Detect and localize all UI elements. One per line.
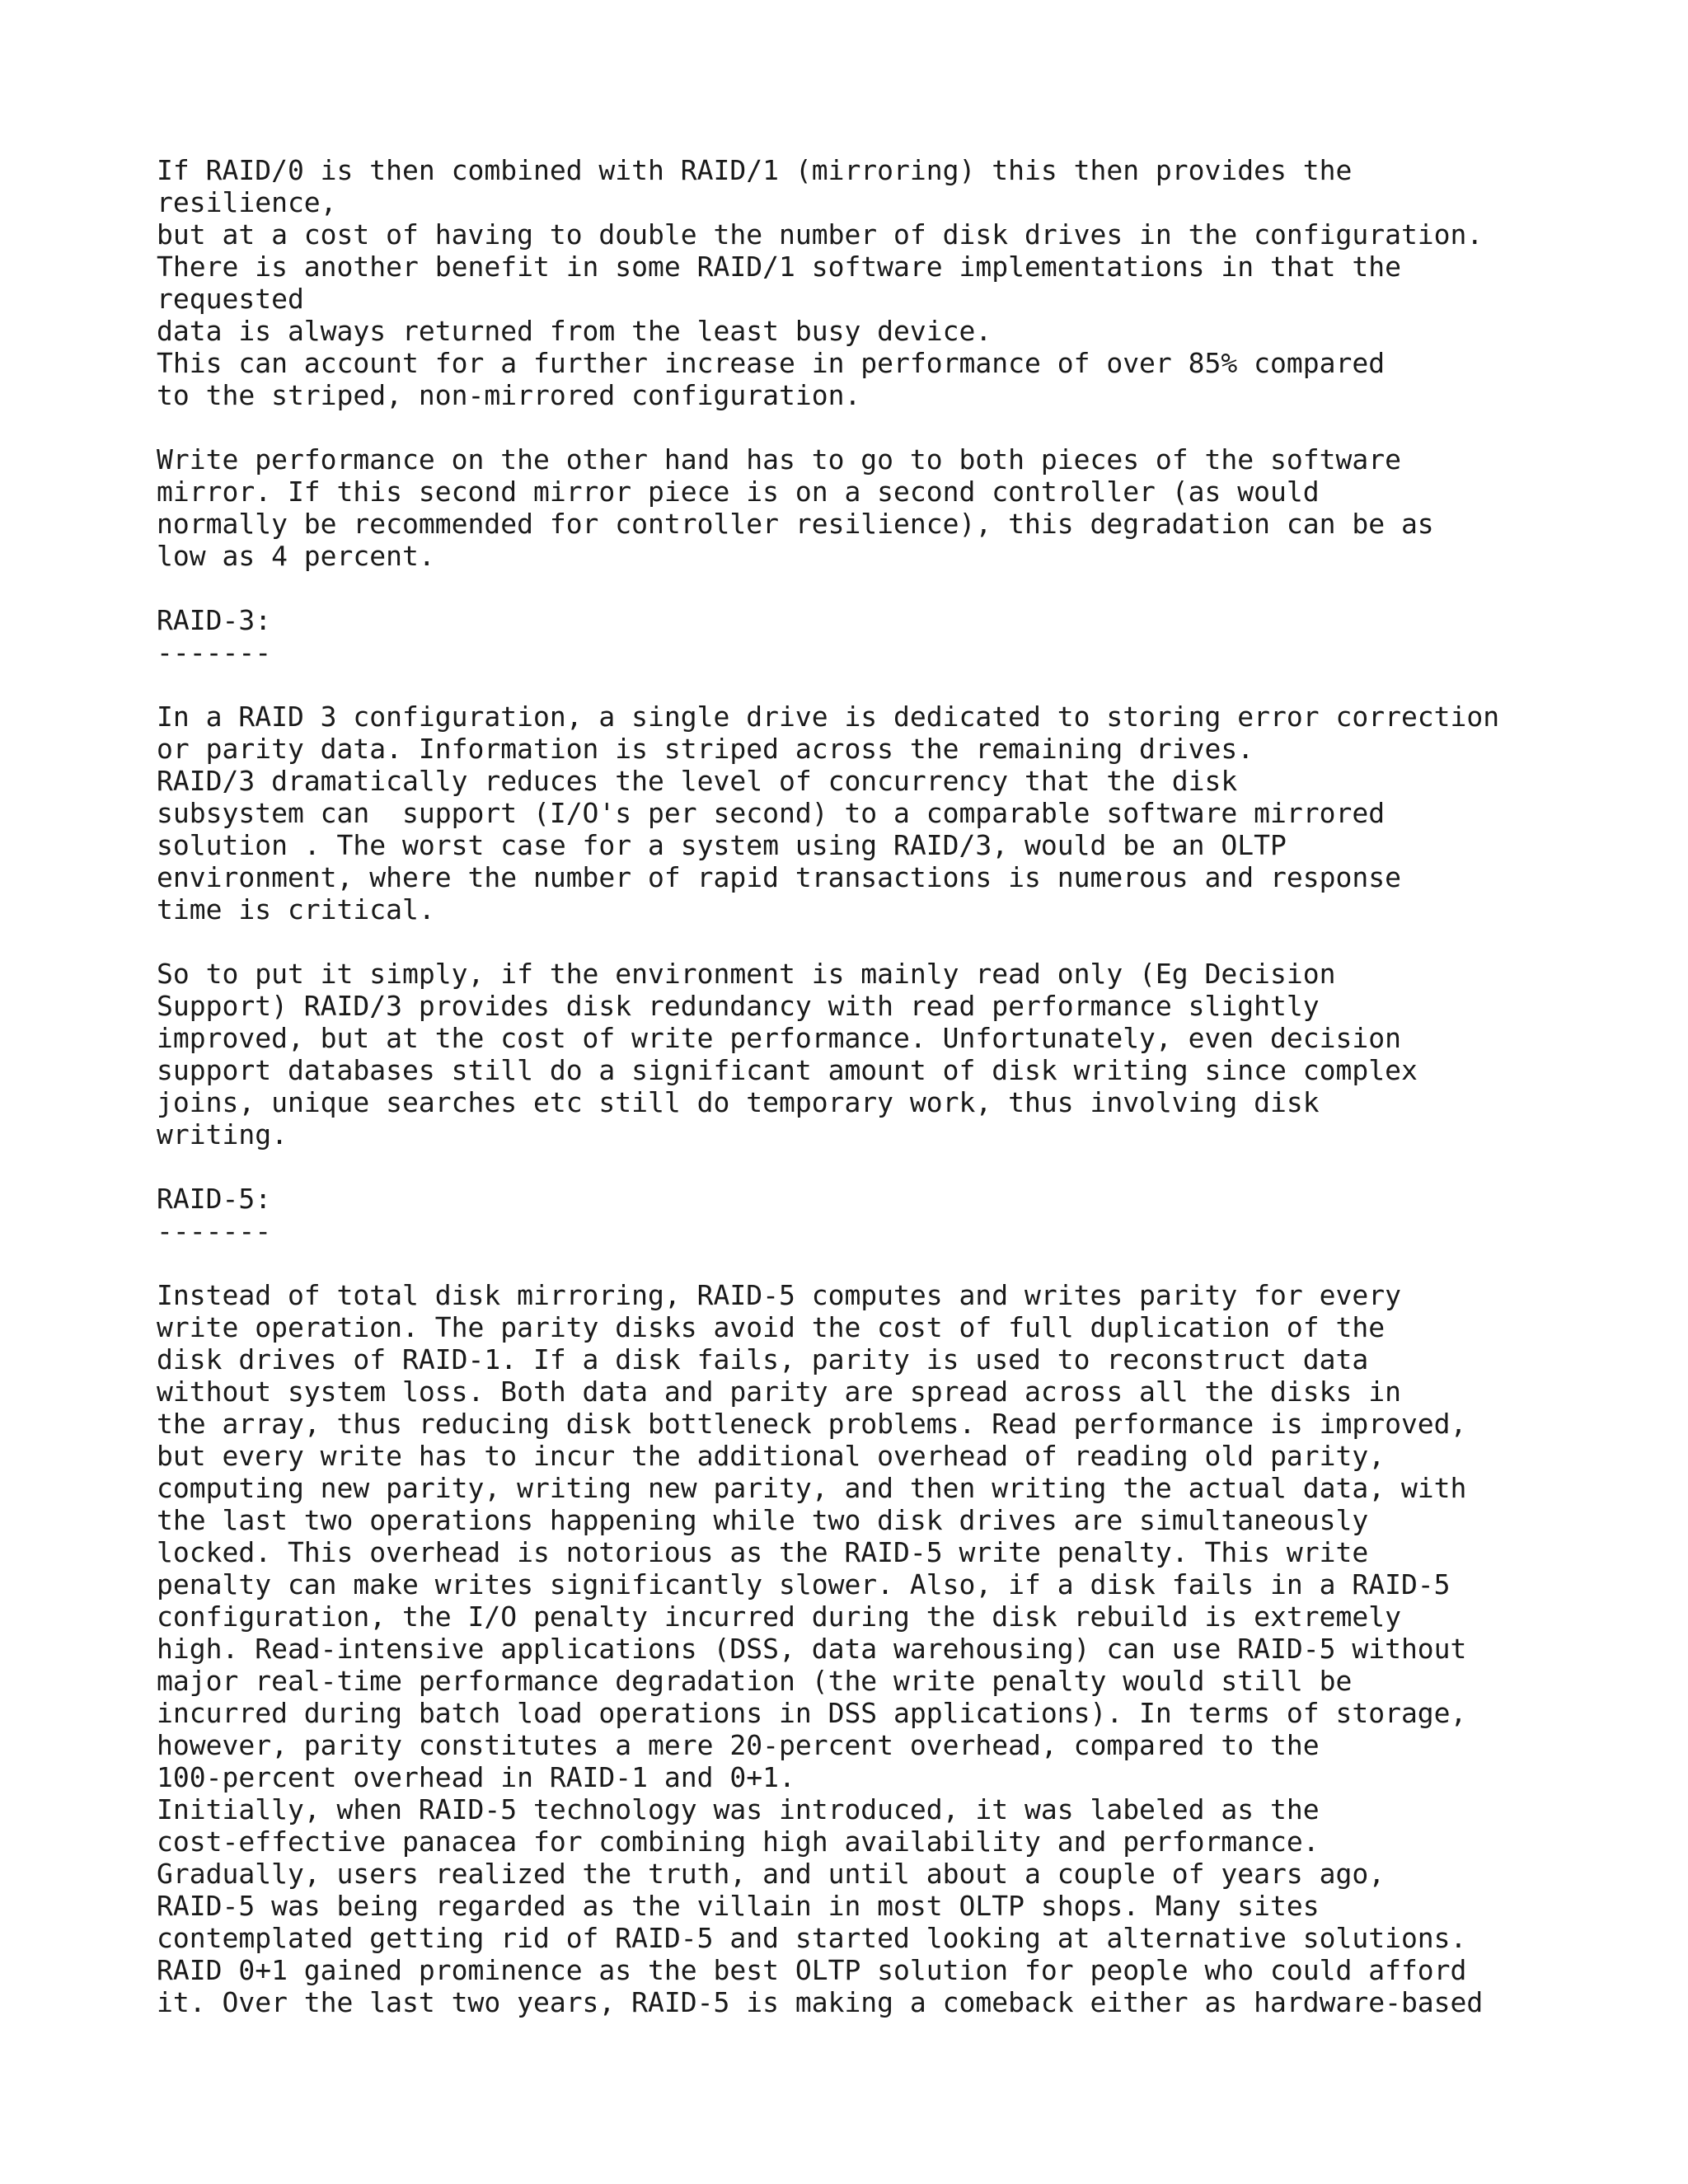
- text-line: mirror. If this second mirror piece is on a second controller (as would: [157, 476, 1320, 508]
- text-line: but at a cost of having to double the number of disk drives in the configuration.: [157, 218, 1484, 251]
- text-line: This can account for a further increase in performance of over 85% compared: [157, 347, 1386, 379]
- text-line: If RAID/0 is then combined with RAID/1 (mirroring) this then provides the: [157, 154, 1353, 186]
- blank-line: [157, 1151, 1499, 1183]
- text-line: contemplated getting rid of RAID-5 and started looking at alternative solutions.: [157, 1922, 1467, 1954]
- text-line: computing new parity, writing new parity, and then writing the actual data, with: [157, 1472, 1467, 1504]
- text-line: Instead of total disk mirroring, RAID-5 computes and writes parity for every: [157, 1279, 1401, 1311]
- text-line: joins, unique searches etc still do temporary work, thus involving disk: [157, 1086, 1320, 1118]
- text-line: There is another benefit in some RAID/1 software implementations in that the: [157, 251, 1401, 283]
- text-line: normally be recommended for controller resilience), this degradation can be as: [157, 508, 1434, 540]
- text-line: solution . The worst case for a system using RAID/3, would be an OLTP: [157, 829, 1287, 861]
- text-line: low as 4 percent.: [157, 540, 435, 572]
- text-line: the array, thus reducing disk bottleneck problems. Read performance is improved,: [157, 1408, 1467, 1440]
- text-line: -------: [157, 1215, 272, 1247]
- document-body-text: [157, 154, 1499, 2018]
- blank-line: [157, 668, 1499, 701]
- text-line: cost-effective panacea for combining high availability and performance.: [157, 1825, 1320, 1858]
- text-line: time is critical.: [157, 893, 435, 926]
- text-line: RAID-5 was being regarded as the villain in most OLTP shops. Many sites: [157, 1890, 1320, 1922]
- text-line: incurred during batch load operations in DSS applications). In terms of storage,: [157, 1697, 1467, 1729]
- text-line: resilience,: [157, 186, 337, 218]
- blank-line: [157, 572, 1499, 604]
- text-line: 100-percent overhead in RAID-1 and 0+1.: [157, 1761, 795, 1793]
- text-line: Gradually, users realized the truth, and until about a couple of years ago,: [157, 1858, 1386, 1890]
- text-line: disk drives of RAID-1. If a disk fails, parity is used to reconstruct data: [157, 1343, 1369, 1376]
- text-line: configuration, the I/O penalty incurred during the disk rebuild is extremely: [157, 1601, 1401, 1633]
- text-line: subsystem can support (I/O's per second) to a comparable software mirrored: [157, 797, 1386, 829]
- text-line: support databases still do a significant amount of disk writing since complex: [157, 1054, 1418, 1086]
- blank-line: [157, 411, 1499, 443]
- text-line: without system loss. Both data and parity are spread across all the disks in: [157, 1376, 1401, 1408]
- text-line: -------: [157, 636, 272, 668]
- text-line: but every write has to incur the additional overhead of reading old parity,: [157, 1440, 1386, 1472]
- blank-line: [157, 926, 1499, 958]
- text-line: data is always returned from the least busy device.: [157, 315, 992, 347]
- blank-line: [157, 1247, 1499, 1279]
- text-line: high. Read-intensive applications (DSS, data warehousing) can use RAID-5 without: [157, 1633, 1467, 1665]
- text-line: however, parity constitutes a mere 20-percent overhead, compared to the: [157, 1729, 1320, 1761]
- text-line: locked. This overhead is notorious as the RAID-5 write penalty. This write: [157, 1536, 1369, 1568]
- text-line: the last two operations happening while two disk drives are simultaneously: [157, 1504, 1369, 1536]
- text-line: Initially, when RAID-5 technology was introduced, it was labeled as the: [157, 1793, 1320, 1825]
- text-line: RAID 0+1 gained prominence as the best OLTP solution for people who could afford: [157, 1954, 1467, 1986]
- text-line: penalty can make writes significantly slower. Also, if a disk fails in a RAID-5: [157, 1568, 1451, 1601]
- text-line: Support) RAID/3 provides disk redundancy with read performance slightly: [157, 990, 1320, 1022]
- text-line: writing.: [157, 1118, 288, 1151]
- text-line: RAID/3 dramatically reduces the level of concurrency that the disk: [157, 765, 1238, 797]
- text-line: requested: [157, 283, 304, 315]
- text-line: it. Over the last two years, RAID-5 is making a comeback either as hardware-based: [157, 1986, 1484, 2018]
- text-line: RAID-3:: [157, 604, 272, 636]
- text-line: Write performance on the other hand has to go to both pieces of the software: [157, 443, 1401, 476]
- text-line: So to put it simply, if the environment is mainly read only (Eg Decision: [157, 958, 1336, 990]
- text-line: to the striped, non-mirrored configuration.: [157, 379, 861, 411]
- text-line: improved, but at the cost of write performance. Unfortunately, even decision: [157, 1022, 1401, 1054]
- text-line: RAID-5:: [157, 1183, 272, 1215]
- text-line: environment, where the number of rapid transactions is numerous and response: [157, 861, 1401, 893]
- text-line: or parity data. Information is striped across the remaining drives.: [157, 733, 1254, 765]
- text-line: major real-time performance degradation (the write penalty would still be: [157, 1665, 1353, 1697]
- text-line: In a RAID 3 configuration, a single drive is dedicated to storing error correction: [157, 701, 1500, 733]
- text-line: write operation. The parity disks avoid the cost of full duplication of the: [157, 1311, 1386, 1343]
